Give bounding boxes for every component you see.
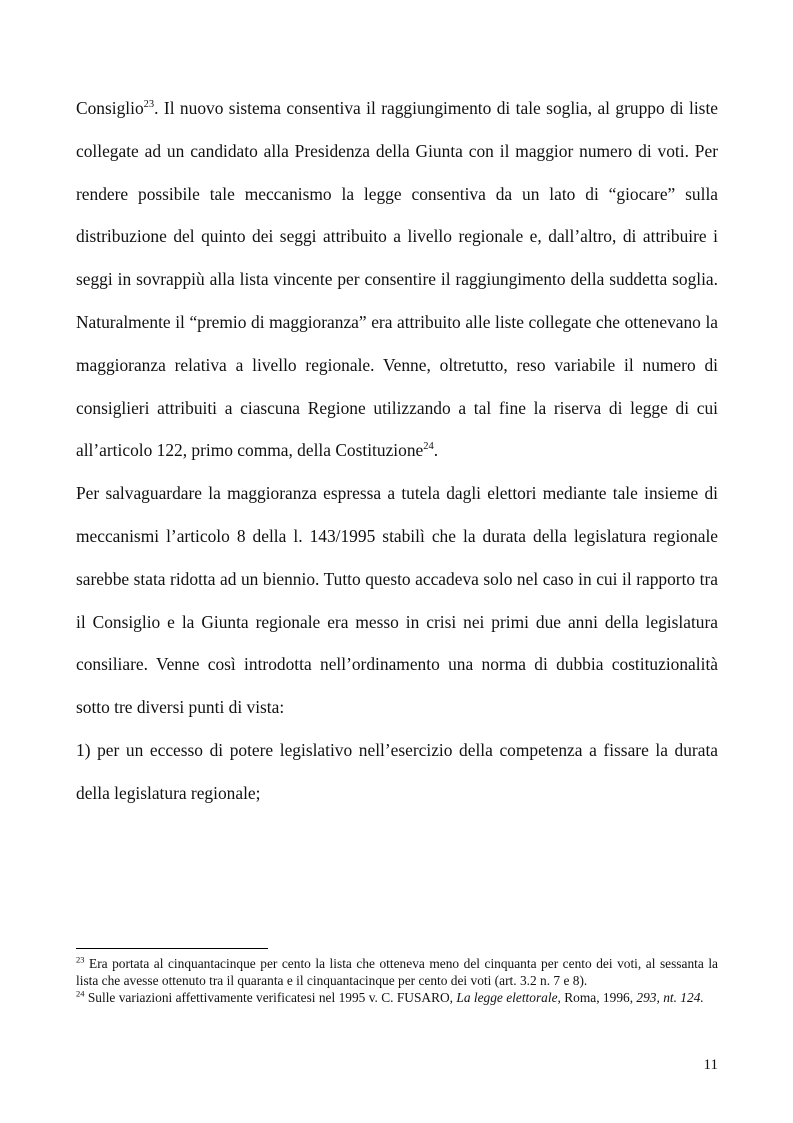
footnote-separator: [76, 948, 268, 949]
footnote-number: 24: [76, 988, 85, 999]
paragraph-3: 1) per un eccesso di potere legislativo nell’esercizio della competenza a fissare la durata della legislatura regionale;: [76, 739, 718, 803]
page-number: 11: [703, 1057, 718, 1073]
paragraph-1-text-c: .: [433, 440, 439, 461]
footnote-ref-23[interactable]: 23: [143, 99, 155, 111]
body-text: [76, 87, 718, 815]
paragraph-1-text-a: Consiglio: [76, 98, 144, 118]
footnote-text: , Roma, 1996,: [557, 990, 637, 1006]
cited-work-title: La legge elettorale: [456, 990, 558, 1006]
footnote-text: Era portata al cinquantacinque per cento la lista che otteneva meno del cinquanta per cento dei voti, al sessanta la lista che avesse ottenuto tra il quaranta e il cinquantacinque per cento dei voti (art. 3.2 n. 7 e 8).: [76, 956, 718, 989]
footnote-ref-24[interactable]: 24: [423, 441, 434, 453]
cited-pages: 293, nt. 124.: [636, 990, 704, 1006]
footnote-number: 23: [76, 954, 85, 965]
paragraph-2: Per salvaguardare la maggioranza espressa a tutela dagli elettori mediante tale insieme di meccanismi l’articolo 8 della l. 143/1995 stabilì che la durata della legislatura regionale sarebbe stata ridotta ad un biennio. Tutto questo accadeva solo nel caso in cui il rapporto tra il Consiglio e la Giunta regionale era messo in crisi nei primi due anni della legislatura consiliare. Venne così introdotta nell’ordinamento una norma di dubbia costituzionalità sotto tre diversi punti di vista:: [76, 483, 718, 718]
paragraph-1-text-b: . Il nuovo sistema consentiva il raggiungimento di tale soglia, al gruppo di liste collegate ad un candidato alla Presidenza della Giunta con il maggior numero di voti. Per rendere possibile tale meccanismo la legge consentiva da un lato di “giocare” sulla distribuzione del quinto dei seggi attribuito a livello regionale e, dall’altro, di attribuire i seggi in sovrappiù alla lista vincente per consentire il raggiungimento della suddetta soglia. Naturalmente il “premio di maggioranza” era attribuito alle liste collegate che ottenevano la maggioranza relativa a livello regionale. Venne, oltretutto, reso variabile il numero di consiglieri attribuiti a ciascuna Regione utilizzando a tal fine la riserva di legge di cui all’articolo 122, primo comma, della Costituzione: [76, 98, 718, 461]
paragraph-1: [76, 87, 718, 472]
footnote-23: [76, 955, 718, 989]
footnotes: [76, 955, 718, 1007]
footnote-text: Sulle variazioni affettivamente verificatesi nel 1995 v. C. FUSARO,: [84, 990, 457, 1006]
footnote-24: [76, 989, 718, 1006]
